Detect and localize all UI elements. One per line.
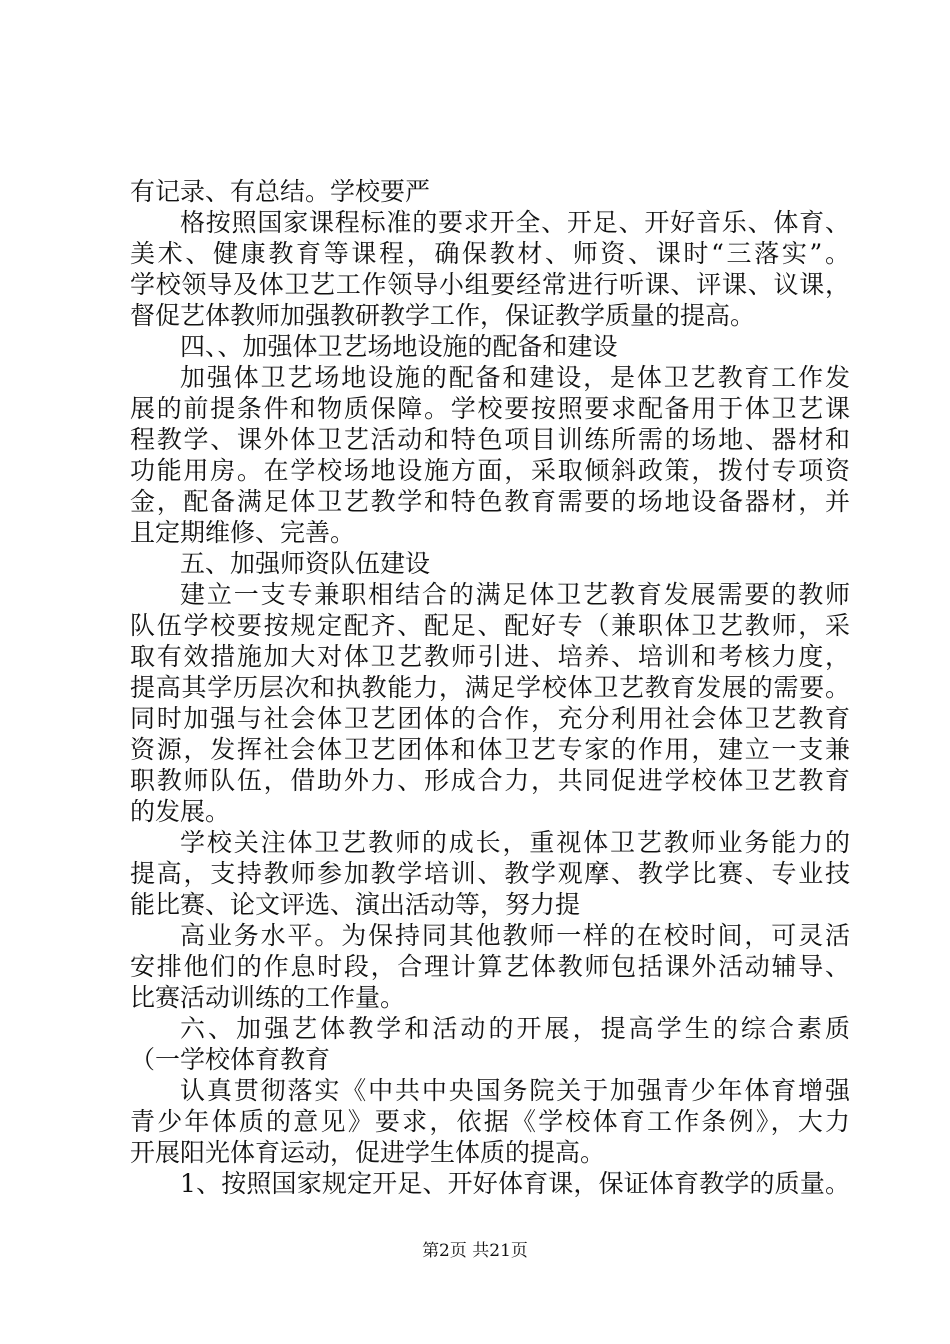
text-line: 同时加强与社会体卫艺团体的合作，充分利用社会体卫艺教育 bbox=[130, 704, 850, 733]
text-line: 展的前提条件和物质保障。学校要按照要求配备用于体卫艺课 bbox=[130, 394, 850, 423]
text-line: 加强体卫艺场地设施的配备和建设，是体卫艺教育工作发 bbox=[180, 363, 850, 392]
text-line: 学校关注体卫艺教师的成长，重视体卫艺教师业务能力的 bbox=[180, 828, 850, 857]
text-line: 提高，支持教师参加教学培训、教学观摩、教学比赛、专业技 bbox=[130, 859, 850, 888]
text-line: 开展阳光体育运动，促进学生体质的提高。 bbox=[130, 1138, 606, 1167]
text-line: 且定期维修、完善。 bbox=[130, 518, 356, 547]
text-line: 队伍学校要按规定配齐、配足、配好专（兼职体卫艺教师，采 bbox=[130, 611, 850, 640]
text-line: 青少年体质的意见》要求，依据《学校体育工作条例》，大力 bbox=[130, 1107, 850, 1136]
text-line: 功能用房。在学校场地设施方面，采取倾斜政策，拨付专项资 bbox=[130, 456, 850, 485]
text-line: 取有效措施加大对体卫艺教师引进、培养、培训和考核力度， bbox=[130, 642, 850, 671]
text-line: 安排他们的作息时段，合理计算艺体教师包括课外活动辅导、 bbox=[130, 952, 850, 981]
document-body bbox=[130, 176, 850, 1199]
text-line: 1、按照国家规定开足、开好体育课，保证体育教学的质量。 bbox=[180, 1169, 850, 1198]
text-line: 程教学、课外体卫艺活动和特色项目训练所需的场地、器材和 bbox=[130, 425, 850, 454]
text-line: 四、、加强体卫艺场地设施的配备和建设 bbox=[180, 332, 618, 361]
text-line: 学校领导及体卫艺工作领导小组要经常进行听课、评课、议课， bbox=[130, 270, 850, 299]
page-footer: 第2页 共21页 bbox=[422, 1241, 528, 1261]
text-line: 职教师队伍，借助外力、形成合力，共同促进学校体卫艺教育 bbox=[130, 766, 850, 795]
text-line: 金，配备满足体卫艺教学和特色教育需要的场地设备器材，并 bbox=[130, 487, 850, 516]
text-line: （一学校体育教育 bbox=[130, 1045, 331, 1074]
text-line: 比赛活动训练的工作量。 bbox=[130, 983, 406, 1012]
text-line: 能比赛、论文评选、演出活动等，努力提 bbox=[130, 890, 581, 919]
text-line: 五、加强师资队伍建设 bbox=[180, 549, 431, 578]
text-line: 高业务水平。为保持同其他教师一样的在校时间，可灵活 bbox=[180, 921, 850, 950]
text-line: 提高其学历层次和执教能力，满足学校体卫艺教育发展的需要。 bbox=[130, 673, 850, 702]
text-line: 美术、健康教育等课程，确保教材、师资、课时“三落实”。 bbox=[130, 239, 850, 268]
text-line: 督促艺体教师加强教研教学工作，保证教学质量的提高。 bbox=[130, 301, 756, 330]
text-line: 建立一支专兼职相结合的满足体卫艺教育发展需要的教师 bbox=[180, 580, 850, 609]
text-line: 有记录、有总结。学校要严 bbox=[130, 177, 431, 206]
text-line: 六、加强艺体教学和活动的开展，提高学生的综合素质 bbox=[180, 1014, 850, 1043]
text-line: 认真贯彻落实《中共中央国务院关于加强青少年体育增强 bbox=[180, 1076, 850, 1105]
text-line: 的发展。 bbox=[130, 797, 231, 826]
text-line: 格按照国家课程标准的要求开全、开足、开好音乐、体育、 bbox=[180, 208, 850, 237]
text-line: 资源，发挥社会体卫艺团体和体卫艺专家的作用，建立一支兼 bbox=[130, 735, 850, 764]
